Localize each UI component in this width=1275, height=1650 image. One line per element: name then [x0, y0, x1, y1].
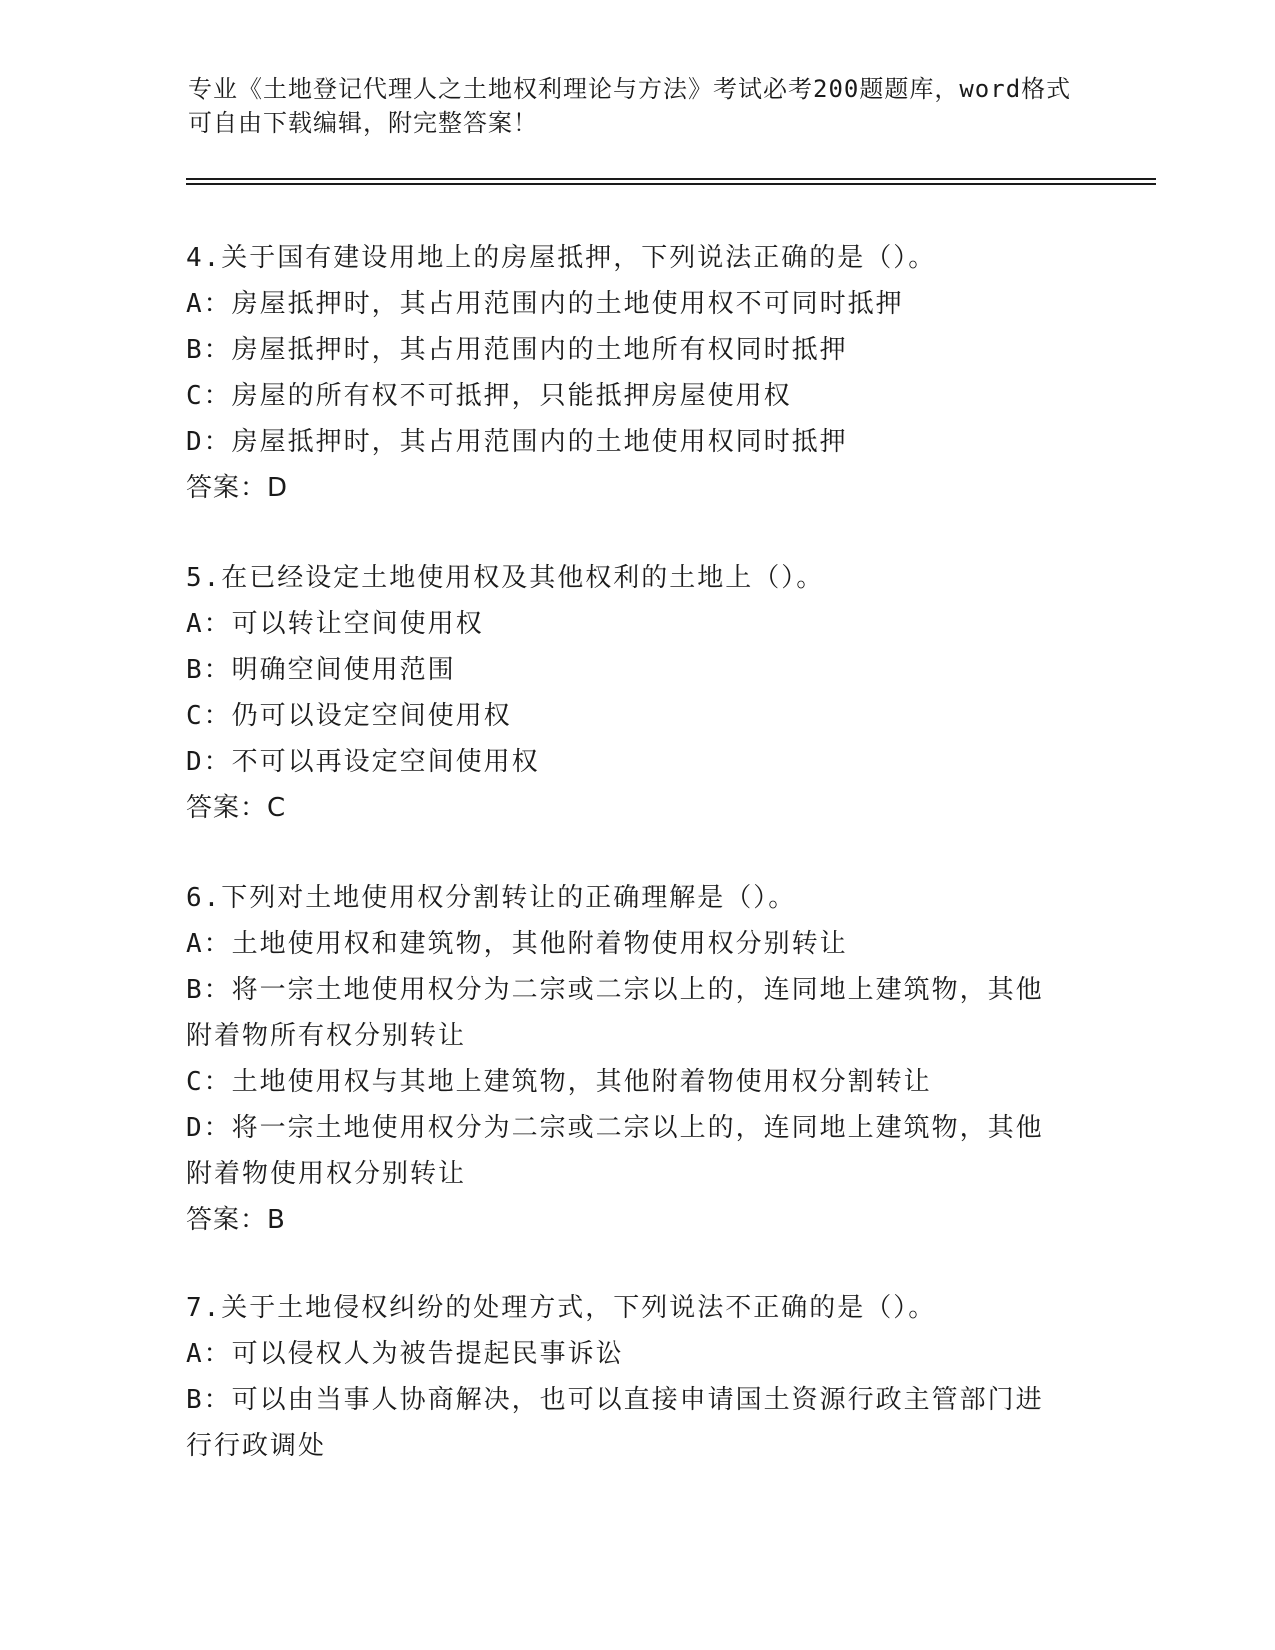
header-line-1: 专业《土地登记代理人之土地权利理论与方法》考试必考200题题库，word格式 — [188, 75, 1072, 103]
option-b-continued: 行行政调处 — [186, 1431, 327, 1461]
answer: 答案：C — [186, 793, 287, 823]
option-c: C：土地使用权与其地上建筑物，其他附着物使用权分割转让 — [186, 1067, 932, 1097]
question-5 — [186, 555, 1086, 831]
header-divider-bottom — [186, 183, 1156, 185]
option-d: D：将一宗土地使用权分为二宗或二宗以上的，连同地上建筑物，其他 — [186, 1113, 1044, 1143]
option-b-continued: 附着物所有权分别转让 — [186, 1021, 467, 1051]
question-7 — [186, 1285, 1086, 1469]
option-a: A：可以侵权人为被告提起民事诉讼 — [186, 1339, 624, 1369]
option-c: C：仍可以设定空间使用权 — [186, 701, 512, 731]
answer: 答案：B — [186, 1205, 286, 1235]
option-a: A：可以转让空间使用权 — [186, 609, 484, 639]
question-stem: 7.关于土地侵权纠纷的处理方式，下列说法不正确的是（）。 — [186, 1293, 937, 1323]
option-b: B：将一宗土地使用权分为二宗或二宗以上的，连同地上建筑物，其他 — [186, 975, 1044, 1005]
answer: 答案：D — [186, 473, 289, 503]
option-c: C：房屋的所有权不可抵押，只能抵押房屋使用权 — [186, 381, 792, 411]
option-b: B：房屋抵押时，其占用范围内的土地所有权同时抵押 — [186, 335, 848, 365]
header-divider-top — [186, 178, 1156, 180]
question-stem: 4.关于国有建设用地上的房屋抵押，下列说法正确的是（）。 — [186, 243, 937, 273]
document-header — [188, 72, 1072, 140]
option-d-continued: 附着物使用权分别转让 — [186, 1159, 467, 1189]
header-line-2: 可自由下载编辑，附完整答案！ — [188, 109, 538, 137]
option-a: A：房屋抵押时，其占用范围内的土地使用权不可同时抵押 — [186, 289, 904, 319]
question-4 — [186, 235, 1086, 511]
option-d: D：不可以再设定空间使用权 — [186, 747, 540, 777]
option-b: B：可以由当事人协商解决，也可以直接申请国土资源行政主管部门进 — [186, 1385, 1044, 1415]
question-stem: 6.下列对土地使用权分割转让的正确理解是（）。 — [186, 883, 797, 913]
question-6 — [186, 875, 1086, 1243]
question-stem: 5.在已经设定土地使用权及其他权利的土地上（）。 — [186, 563, 825, 593]
option-a: A：土地使用权和建筑物，其他附着物使用权分别转让 — [186, 929, 848, 959]
option-d: D：房屋抵押时，其占用范围内的土地使用权同时抵押 — [186, 427, 848, 457]
option-b: B：明确空间使用范围 — [186, 655, 456, 685]
